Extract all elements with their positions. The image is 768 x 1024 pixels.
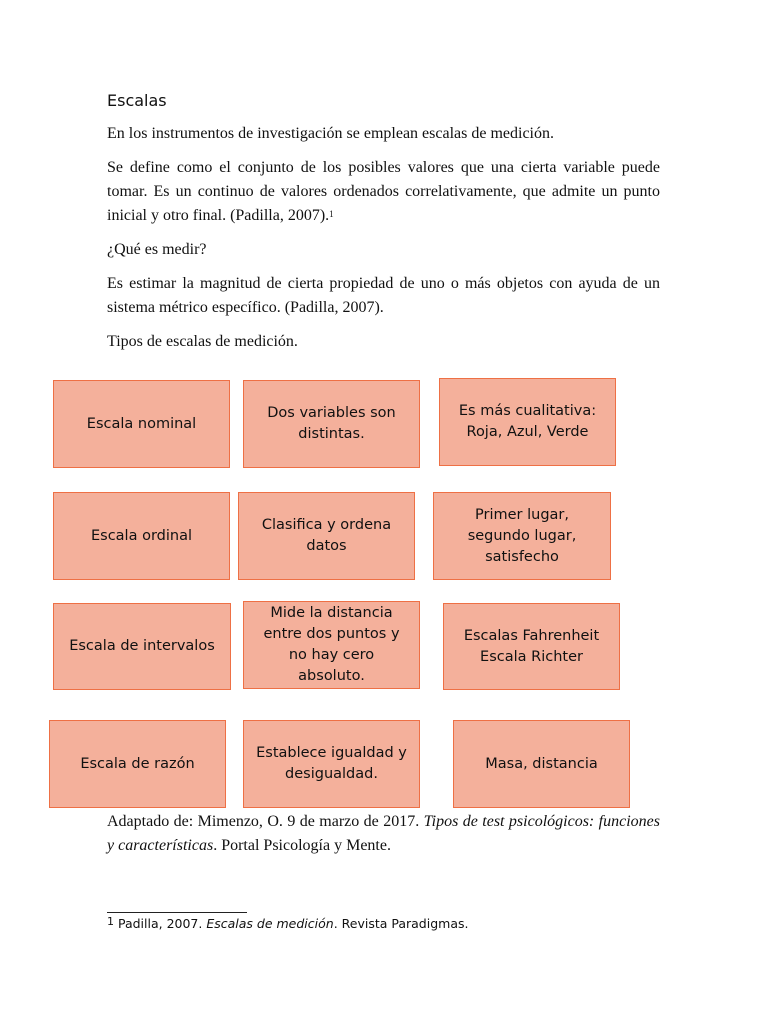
footnote-title: Escalas de medición [206,916,334,931]
box-label: Clasifica y ordena datos [261,517,392,554]
box-label: Dos variables son distintas. [267,405,396,442]
intro-paragraph: En los instrumentos de investigación se emplean escalas de medición. [107,125,554,142]
box-escala-ordinal [53,492,230,580]
box-escala-nominal [53,380,230,468]
definition-text: Se define como el conjunto de los posibles valores que una cierta variable puede tomar. Es un continuo de valores ordenados correlativamente, que admite un punto inicial y otro final. (Padilla, 2007). [107,159,660,224]
source-suffix: . Portal Psicología y Mente. [213,837,391,854]
box-razon-description [243,720,420,808]
footnote-prefix: Padilla, 2007. [114,916,207,931]
box-label: Escala de intervalos [69,638,215,654]
box-intervalos-example [443,603,620,690]
box-label: Establece igualdad y desigualdad. [256,745,407,782]
box-label: Es más cualitativa: Roja, Azul, Verde [458,403,597,440]
definition-paragraph [107,156,660,228]
box-escala-razon [49,720,226,808]
question-heading: ¿Qué es medir? [107,241,207,258]
footnote-suffix: . Revista Paradigmas. [333,916,469,931]
heading: Escalas [107,91,167,110]
source-citation [107,810,660,858]
source-title: Tipos de test psicológicos: funciones y características [107,813,660,854]
box-label: Primer lugar, segundo lugar, satisfecho [467,506,577,565]
types-heading: Tipos de escalas de medición. [107,333,298,350]
footnote-separator [107,912,247,913]
box-ordinal-example [433,492,611,580]
box-label: Escala de razón [80,755,195,772]
box-label: Escala ordinal [90,527,192,544]
source-prefix: Adaptado de: Mimenzo, O. 9 de marzo de 2017. [107,813,424,830]
box-nominal-example [439,378,616,466]
box-label: Mide la distancia entre dos puntos y no hay cero absoluto. [263,605,400,684]
box-intervalos-description [243,601,420,689]
box-escala-intervalos [53,603,231,690]
box-label: Escalas Fahrenheit Escala Richter [463,627,600,665]
box-ordinal-description [238,492,415,580]
box-razon-example [453,720,630,808]
box-label: Escala nominal [86,415,197,432]
footnote-marker: 1 [107,915,114,928]
measure-paragraph: Es estimar la magnitud de cierta propiedad de uno o más objetos con ayuda de un sistema métrico específico. (Padilla, 2007). [107,275,660,316]
box-nominal-description [243,380,420,468]
footnote [107,916,468,933]
box-label: Masa, distancia [485,755,598,772]
footnote-reference: 1 [329,209,334,219]
